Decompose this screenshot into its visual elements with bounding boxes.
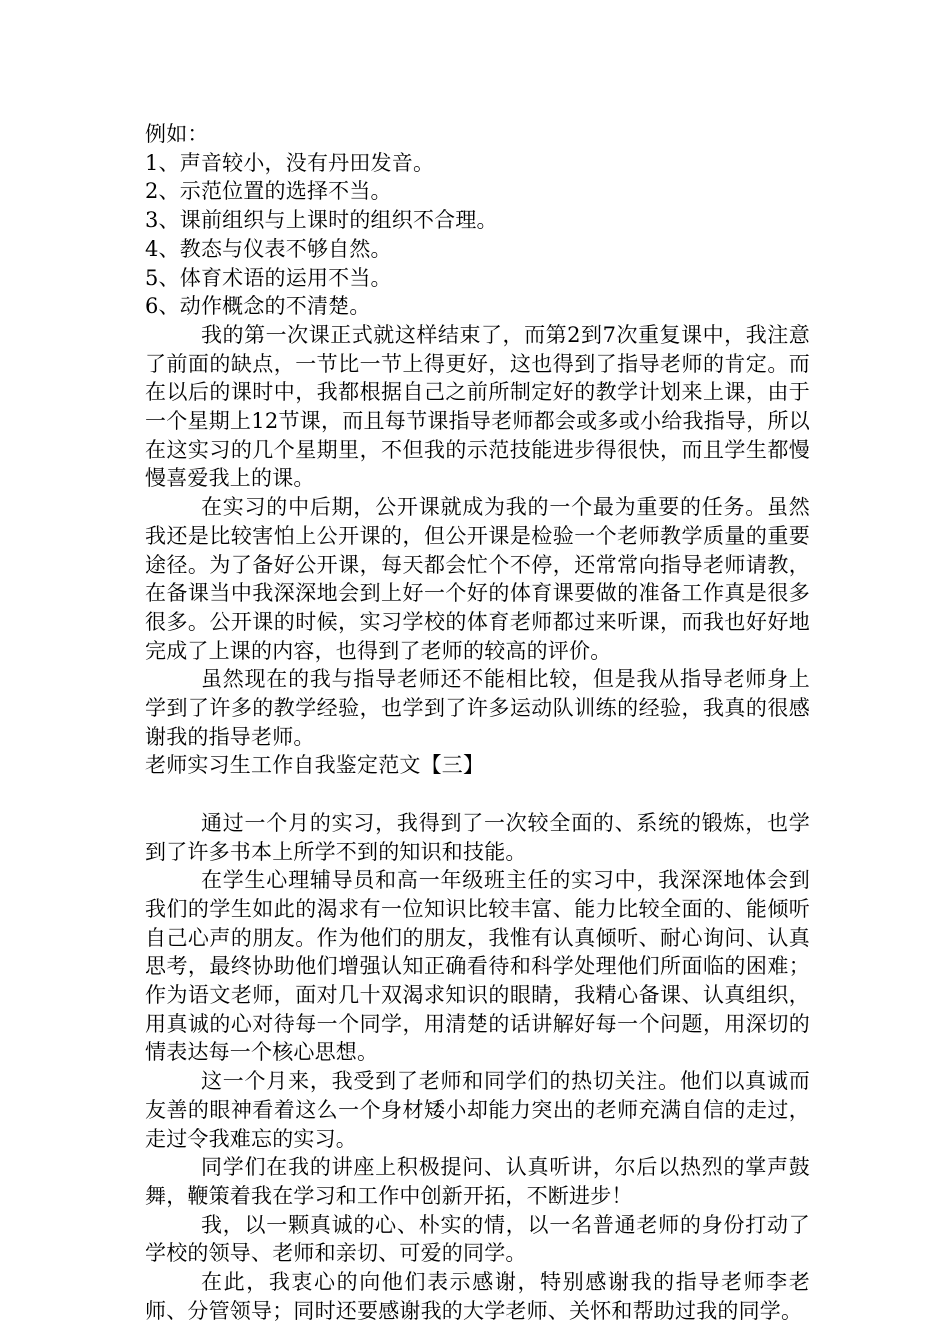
paragraph: 虽然现在的我与指导老师还不能相比较，但是我从指导老师身上学到了许多的教学经验，也学到了许多运动队训练的经验，我真的很感谢我的指导老师。 (145, 667, 810, 749)
list-item: 1、声音较小，没有丹田发音。 (145, 150, 435, 175)
list-item: 4、教态与仪表不够自然。 (145, 236, 392, 261)
blank-line (145, 780, 810, 809)
paragraph: 同学们在我的讲座上积极提问、认真听讲，尔后以热烈的掌声鼓舞，鞭策着我在学习和工作中创新开拓，不断进步！ (145, 1155, 810, 1208)
document-body (145, 120, 810, 1326)
paragraph: 通过一个月的实习，我得到了一次较全面的、系统的锻炼，也学到了许多书本上所学不到的知识和技能。 (145, 810, 810, 864)
paragraph: 我，以一颗真诚的心、朴实的情，以一名普通老师的身份打动了学校的领导、老师和亲切、可爱的同学。 (145, 1212, 810, 1266)
list-item: 6、动作概念的不清楚。 (145, 294, 371, 319)
list-item: 2、示范位置的选择不当。 (145, 179, 392, 204)
paragraph: 在此，我衷心的向他们表示感谢，特别感谢我的指导老师李老师、分管领导；同时还要感谢我的大学老师、关怀和帮助过我的同学。 (145, 1270, 810, 1323)
section-title: 老师实习生工作自我鉴定范文【三】 (145, 753, 485, 778)
paragraph: 我的第一次课正式就这样结束了，而第2到7次重复课中，我注意了前面的缺点，一节比一节上得更好，这也得到了指导老师的肯定。而在以后的课时中，我都根据自己之前所制定好的教学计划来上课，由于一个星期上12节课，而且每节课指导老师都会或多或小给我指导，所以在这实习的几个星期里，不但我的示范技能进步得很快，而且学生都慢慢喜爱我上的课。 (145, 322, 810, 491)
paragraph: 在实习的中后期，公开课就成为我的一个最为重要的任务。虽然我还是比较害怕上公开课的，但公开课是检验一个老师教学质量的重要途径。为了备好公开课，每天都会忙个不停，还常常向指导老师请教，在备课当中我深深地会到上好一个好的体育课要做的准备工作真是很多很多。公开课的时候，实习学校的体育老师都过来听课，而我也好好地完成了上课的内容，也得到了老师的较高的评价。 (145, 495, 810, 663)
paragraph: 这一个月来，我受到了老师和同学们的热切关注。他们以真诚而友善的眼神看着这么一个身材矮小却能力突出的老师充满自信的走过，走过令我难忘的实习。 (145, 1069, 810, 1151)
list-item: 5、体育术语的运用不当。 (145, 265, 392, 290)
list-item: 3、课前组织与上课时的组织不合理。 (145, 208, 498, 233)
paragraph: 在学生心理辅导员和高一年级班主任的实习中，我深深地体会到我们的学生如此的渴求有一位知识比较丰富、能力比较全面的、能倾听自己心声的朋友。作为他们的朋友，我惟有认真倾听、耐心询问、认真思考，最终协助他们增强认知正确看待和科学处理他们所面临的困难；作为语文老师，面对几十双渴求知识的眼睛，我精心备课、认真组织，用真诚的心对待每一个同学，用清楚的话讲解好每一个问题，用深切的情表达每一个核心思想。 (145, 868, 810, 1065)
intro-text: 例如： (145, 122, 209, 146)
